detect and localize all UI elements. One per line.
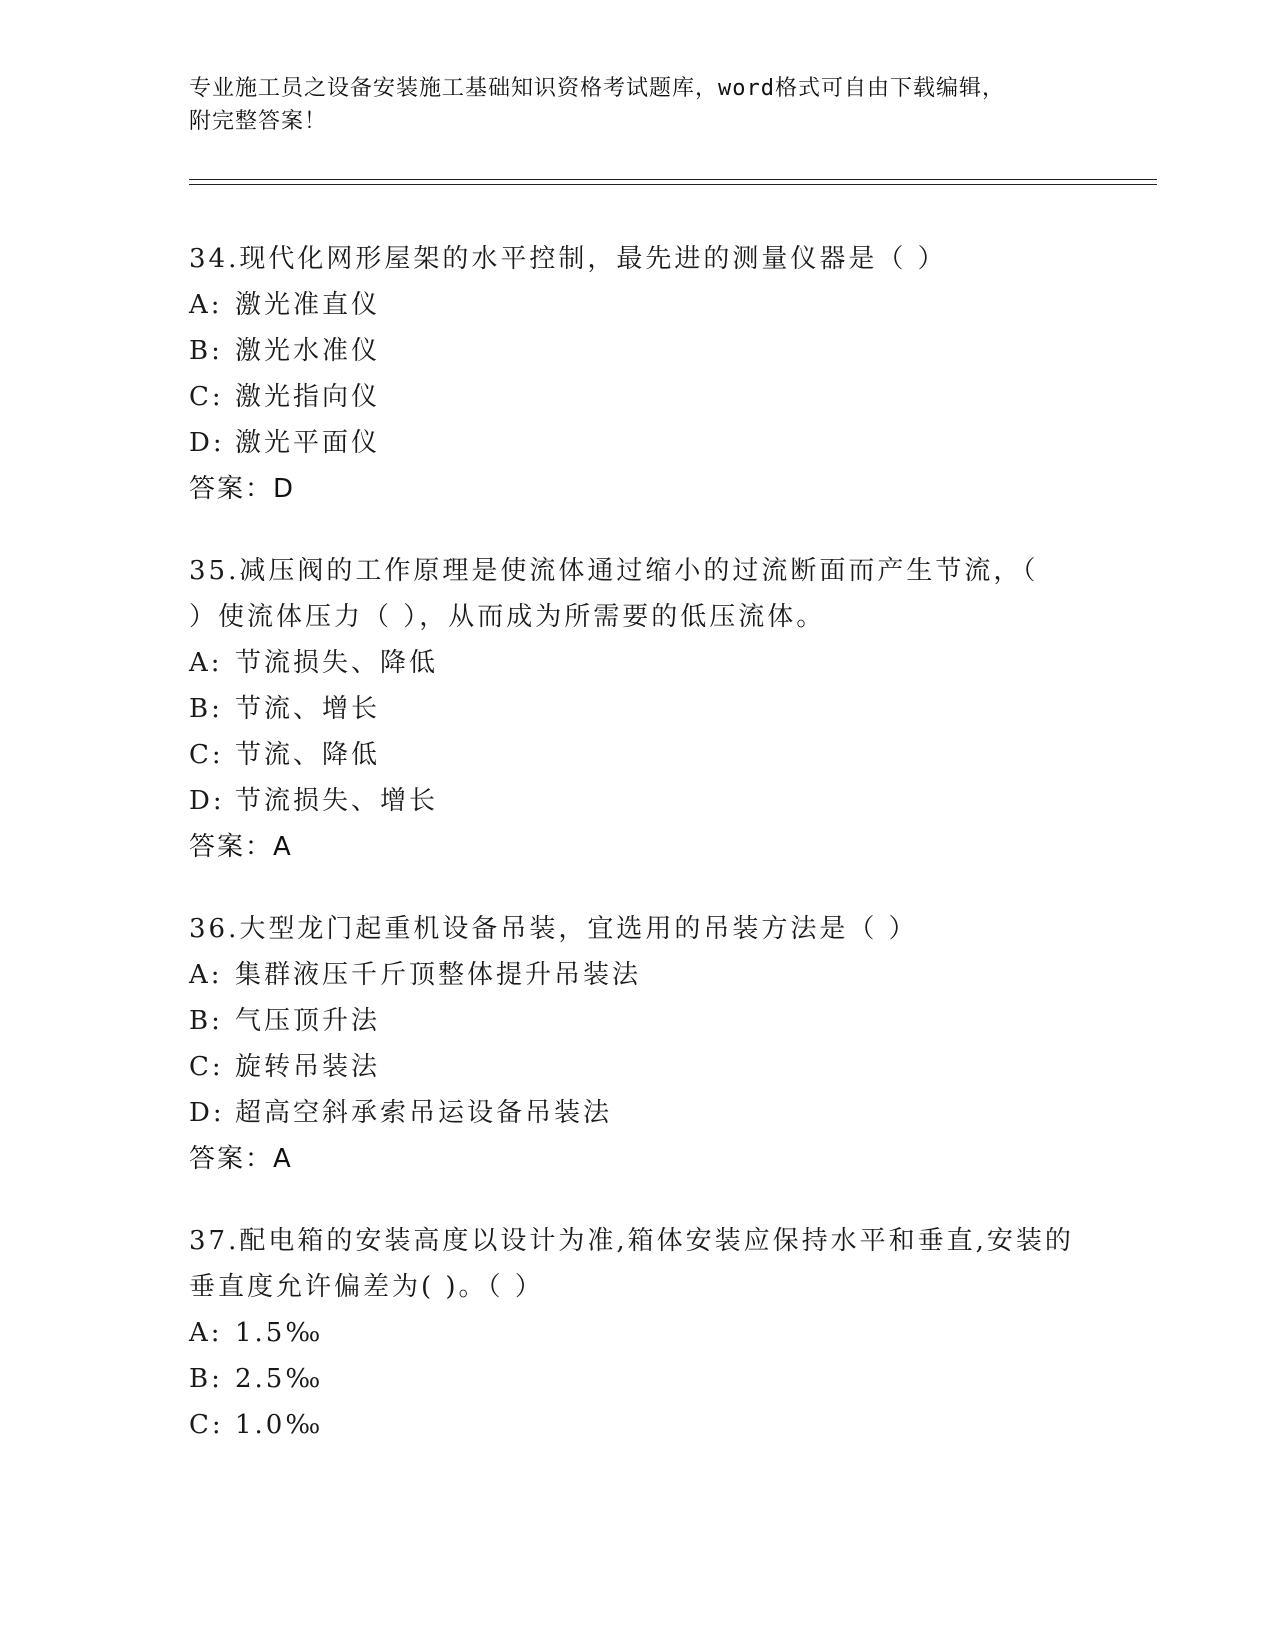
option-text: 激光平面仪: [235, 428, 381, 458]
question-36: [189, 906, 1089, 1182]
option-letter: B:: [189, 1006, 223, 1036]
question-stem: 35.减压阀的工作原理是使流体通过缩小的过流断面而产生节流，（: [189, 556, 1039, 586]
option-b: [189, 686, 1089, 732]
option-letter: B:: [189, 694, 223, 724]
answer-label: 答案：A: [189, 1144, 293, 1174]
question-34: [189, 236, 1089, 512]
option-c: [189, 374, 1089, 420]
option-letter: A:: [189, 290, 223, 320]
option-c: [189, 732, 1089, 778]
option-text: 节流、增长: [235, 694, 381, 724]
option-letter: A:: [189, 1318, 223, 1348]
header-divider-top: [189, 179, 1157, 180]
option-text: 激光准直仪: [235, 290, 381, 320]
question-stem-continued: ）使流体压力（ ），从而成为所需要的低压流体。: [189, 602, 826, 632]
option-b: [189, 998, 1089, 1044]
option-letter: C:: [189, 382, 224, 412]
option-a: [189, 1310, 1089, 1356]
question-list: [189, 236, 1089, 1484]
question-stem: 34.现代化网形屋架的水平控制，最先进的测量仪器是（ ）: [189, 244, 947, 274]
option-d: [189, 1090, 1089, 1136]
answer-label: 答案：A: [189, 832, 293, 862]
option-text: 1.0‰: [235, 1410, 324, 1440]
header-line-2: 附完整答案！: [189, 109, 328, 134]
answer-label: 答案：D: [189, 474, 296, 504]
header-line-1: 专业施工员之设备安装施工基础知识资格考试题库，word格式可自由下载编辑，: [189, 76, 1005, 101]
option-letter: A:: [189, 648, 223, 678]
option-text: 节流损失、增长: [235, 786, 439, 816]
option-text: 激光水准仪: [235, 336, 381, 366]
option-text: 气压顶升法: [235, 1006, 381, 1036]
option-b: [189, 1356, 1089, 1402]
option-letter: C:: [189, 740, 224, 770]
option-a: [189, 640, 1089, 686]
option-letter: B:: [189, 1364, 223, 1394]
option-text: 2.5‰: [235, 1364, 324, 1394]
option-a: [189, 952, 1089, 998]
option-letter: D:: [189, 428, 225, 458]
option-d: [189, 420, 1089, 466]
header-divider-bottom: [189, 184, 1157, 185]
option-text: 激光指向仪: [235, 382, 381, 412]
option-c: [189, 1044, 1089, 1090]
option-letter: C:: [189, 1410, 224, 1440]
option-letter: D:: [189, 786, 225, 816]
question-35: [189, 548, 1089, 870]
question-stem: 37.配电箱的安装高度以设计为准,箱体安装应保持水平和垂直,安装的: [189, 1226, 1074, 1256]
option-text: 节流、降低: [235, 740, 381, 770]
option-text: 旋转吊装法: [235, 1052, 381, 1082]
question-stem: 36.大型龙门起重机设备吊装，宜选用的吊装方法是（ ）: [189, 914, 918, 944]
question-stem-continued: 垂直度允许偏差为( )。（ ）: [189, 1272, 544, 1302]
option-letter: D:: [189, 1098, 225, 1128]
option-letter: A:: [189, 960, 223, 990]
option-b: [189, 328, 1089, 374]
option-letter: C:: [189, 1052, 224, 1082]
option-letter: B:: [189, 336, 223, 366]
option-text: 集群液压千斤顶整体提升吊装法: [235, 960, 642, 990]
option-text: 超高空斜承索吊运设备吊装法: [235, 1098, 613, 1128]
option-text: 节流损失、降低: [235, 648, 439, 678]
option-text: 1.5‰: [235, 1318, 324, 1348]
question-37: [189, 1218, 1089, 1448]
option-c: [189, 1402, 1089, 1448]
document-header: [189, 72, 1089, 138]
option-a: [189, 282, 1089, 328]
option-d: [189, 778, 1089, 824]
